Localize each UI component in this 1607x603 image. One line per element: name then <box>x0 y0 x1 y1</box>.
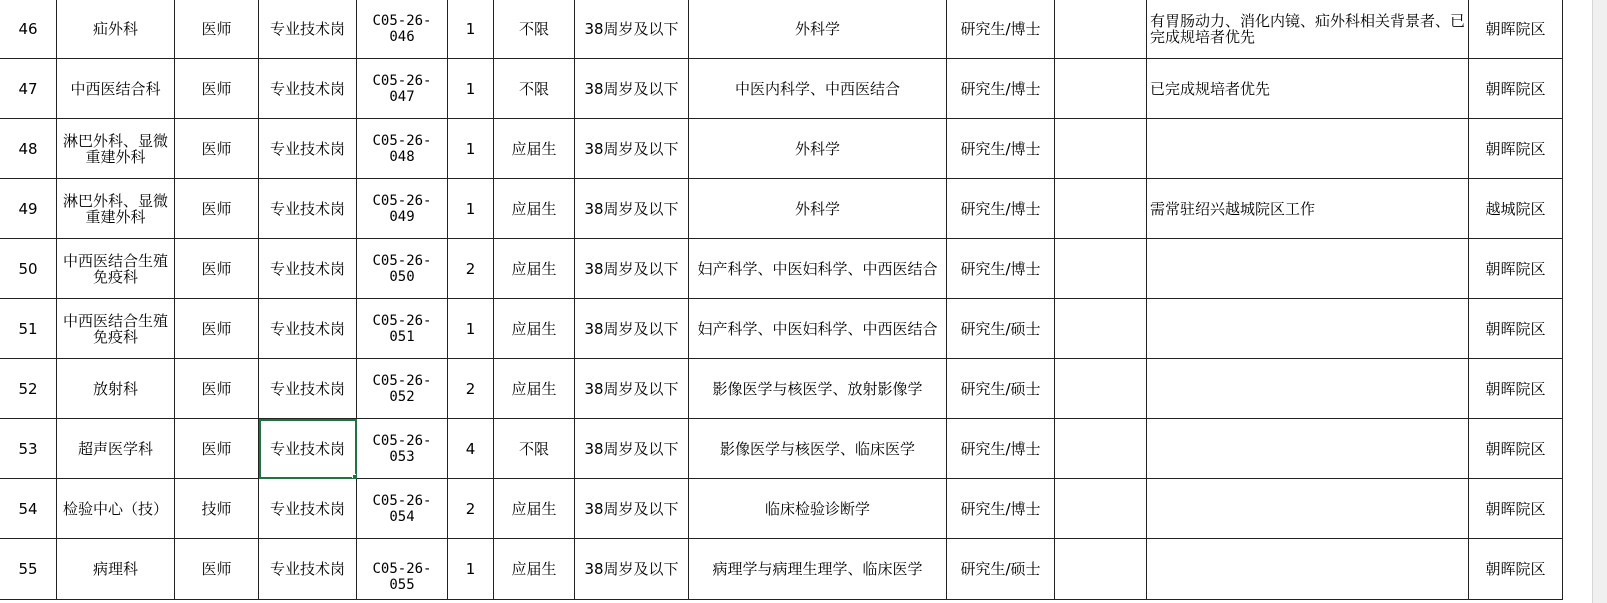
cell-post-code[interactable]: C05-26-049 <box>357 179 448 239</box>
cell-education-degree[interactable]: 研究生/硕士 <box>947 359 1055 419</box>
cell-post-category[interactable]: 专业技术岗 <box>259 239 357 299</box>
cell-education-degree[interactable]: 研究生/博士 <box>947 119 1055 179</box>
cell-age-limit[interactable]: 38周岁及以下 <box>575 179 689 239</box>
cell-headcount[interactable]: 4 <box>448 419 494 479</box>
cell-major[interactable]: 妇产科学、中医妇科学、中西医结合 <box>689 299 947 359</box>
cell-age-limit[interactable]: 38周岁及以下 <box>575 239 689 299</box>
cell-age-limit[interactable]: 38周岁及以下 <box>575 479 689 539</box>
cell-post-code[interactable]: C05-26-047 <box>357 59 448 119</box>
cell-campus[interactable]: 越城院区 <box>1469 179 1563 239</box>
cell-major[interactable]: 外科学 <box>689 179 947 239</box>
cell-candidate-type[interactable]: 应届生 <box>494 239 575 299</box>
cell-major[interactable]: 妇产科学、中医妇科学、中西医结合 <box>689 239 947 299</box>
cell-row-number[interactable]: 47 <box>0 59 57 119</box>
cell-remarks[interactable] <box>1147 479 1469 539</box>
cell-other-requirements[interactable] <box>1055 59 1147 119</box>
table-row <box>0 239 1563 299</box>
cell-department[interactable]: 检验中心（技） <box>57 479 175 539</box>
cell-row-number[interactable]: 55 <box>0 539 57 600</box>
table-row <box>0 479 1563 539</box>
table-row <box>0 119 1563 179</box>
cell-department[interactable]: 中西医结合生殖免疫科 <box>57 299 175 359</box>
cell-candidate-type[interactable]: 应届生 <box>494 119 575 179</box>
cell-post-code[interactable]: C05-26-054 <box>357 479 448 539</box>
cell-age-limit[interactable]: 38周岁及以下 <box>575 539 689 600</box>
cell-post-code[interactable]: C05-26-051 <box>357 299 448 359</box>
vertical-scrollbar[interactable] <box>1592 0 1607 603</box>
cell-post-code[interactable]: C05-26-048 <box>357 119 448 179</box>
cell-major[interactable]: 外科学 <box>689 119 947 179</box>
cell-post-category[interactable]: 专业技术岗 <box>259 119 357 179</box>
cell-candidate-type[interactable]: 应届生 <box>494 359 575 419</box>
cell-education-degree[interactable]: 研究生/博士 <box>947 179 1055 239</box>
cell-education-degree[interactable]: 研究生/硕士 <box>947 299 1055 359</box>
cell-age-limit[interactable]: 38周岁及以下 <box>575 419 689 479</box>
cell-post-category[interactable]: 专业技术岗 <box>259 479 357 539</box>
cell-remarks[interactable] <box>1147 299 1469 359</box>
table-row <box>0 179 1563 239</box>
cell-post-name[interactable]: 医师 <box>175 119 259 179</box>
cell-remarks[interactable] <box>1147 419 1469 479</box>
cell-other-requirements[interactable] <box>1055 419 1147 479</box>
cell-campus[interactable]: 朝晖院区 <box>1469 359 1563 419</box>
cell-remarks[interactable]: 已完成规培者优先 <box>1147 59 1469 119</box>
cell-candidate-type[interactable]: 不限 <box>494 0 575 59</box>
table-row <box>0 59 1563 119</box>
cell-headcount[interactable]: 1 <box>448 119 494 179</box>
cell-other-requirements[interactable] <box>1055 479 1147 539</box>
cell-other-requirements[interactable] <box>1055 299 1147 359</box>
cell-post-name[interactable]: 医师 <box>175 419 259 479</box>
cell-candidate-type[interactable]: 应届生 <box>494 179 575 239</box>
cell-post-category[interactable]: 专业技术岗 <box>259 539 357 600</box>
cell-row-number[interactable]: 51 <box>0 299 57 359</box>
cell-remarks[interactable] <box>1147 119 1469 179</box>
cell-row-number[interactable]: 54 <box>0 479 57 539</box>
cell-row-number[interactable]: 46 <box>0 0 57 59</box>
cell-campus[interactable]: 朝晖院区 <box>1469 299 1563 359</box>
cell-post-category[interactable]: 专业技术岗 <box>259 59 357 119</box>
cell-row-number[interactable]: 50 <box>0 239 57 299</box>
cell-major[interactable]: 临床检验诊断学 <box>689 479 947 539</box>
cell-age-limit[interactable]: 38周岁及以下 <box>575 359 689 419</box>
cell-major[interactable]: 中医内科学、中西医结合 <box>689 59 947 119</box>
cell-row-number[interactable]: 53 <box>0 419 57 479</box>
cell-campus[interactable]: 朝晖院区 <box>1469 119 1563 179</box>
cell-campus[interactable]: 朝晖院区 <box>1469 419 1563 479</box>
cell-post-code[interactable]: C05-26-052 <box>357 359 448 419</box>
cell-post-code[interactable]: C05-26-050 <box>357 239 448 299</box>
cell-age-limit[interactable]: 38周岁及以下 <box>575 59 689 119</box>
cell-department[interactable]: 病理科 <box>57 539 175 600</box>
cell-major[interactable]: 外科学 <box>689 0 947 59</box>
cell-other-requirements[interactable] <box>1055 0 1147 59</box>
cell-post-code[interactable]: C05-26-053 <box>357 419 448 479</box>
cell-age-limit[interactable]: 38周岁及以下 <box>575 119 689 179</box>
cell-post-category[interactable]: 专业技术岗 <box>259 419 357 479</box>
table-row <box>0 359 1563 419</box>
cell-other-requirements[interactable] <box>1055 359 1147 419</box>
cell-post-name[interactable]: 医师 <box>175 359 259 419</box>
cell-candidate-type[interactable]: 应届生 <box>494 479 575 539</box>
cell-education-degree[interactable]: 研究生/博士 <box>947 0 1055 59</box>
cell-row-number[interactable]: 49 <box>0 179 57 239</box>
table-row <box>0 299 1563 359</box>
cell-candidate-type[interactable]: 应届生 <box>494 539 575 600</box>
cell-post-category[interactable]: 专业技术岗 <box>259 0 357 59</box>
cell-department[interactable]: 超声医学科 <box>57 419 175 479</box>
cell-remarks[interactable] <box>1147 359 1469 419</box>
cell-campus[interactable]: 朝晖院区 <box>1469 539 1563 600</box>
cell-campus[interactable]: 朝晖院区 <box>1469 239 1563 299</box>
cell-row-number[interactable]: 52 <box>0 359 57 419</box>
cell-post-name[interactable]: 技师 <box>175 479 259 539</box>
cell-candidate-type[interactable]: 应届生 <box>494 299 575 359</box>
cell-campus[interactable]: 朝晖院区 <box>1469 0 1563 59</box>
cell-remarks[interactable] <box>1147 239 1469 299</box>
cell-remarks[interactable]: 有胃肠动力、消化内镜、疝外科相关背景者、已完成规培者优先 <box>1147 0 1469 59</box>
cell-department[interactable]: 淋巴外科、显微重建外科 <box>57 119 175 179</box>
cell-other-requirements[interactable] <box>1055 239 1147 299</box>
cell-department[interactable]: 放射科 <box>57 359 175 419</box>
cell-row-number[interactable]: 48 <box>0 119 57 179</box>
cell-department[interactable]: 中西医结合科 <box>57 59 175 119</box>
cell-post-name[interactable]: 医师 <box>175 59 259 119</box>
table-row <box>0 419 1563 479</box>
cell-education-degree[interactable]: 研究生/博士 <box>947 419 1055 479</box>
table-row <box>0 0 1563 59</box>
cell-age-limit[interactable]: 38周岁及以下 <box>575 0 689 59</box>
table-row <box>0 539 1563 600</box>
cell-remarks[interactable]: 需常驻绍兴越城院区工作 <box>1147 179 1469 239</box>
cell-education-degree[interactable]: 研究生/硕士 <box>947 539 1055 600</box>
cell-candidate-type[interactable]: 不限 <box>494 59 575 119</box>
cell-education-degree[interactable]: 研究生/博士 <box>947 59 1055 119</box>
cell-major[interactable]: 影像医学与核医学、临床医学 <box>689 419 947 479</box>
cell-campus[interactable]: 朝晖院区 <box>1469 59 1563 119</box>
cell-other-requirements[interactable] <box>1055 179 1147 239</box>
cell-post-name[interactable]: 医师 <box>175 0 259 59</box>
cell-candidate-type[interactable]: 不限 <box>494 419 575 479</box>
cell-department[interactable]: 中西医结合生殖免疫科 <box>57 239 175 299</box>
cell-department[interactable]: 淋巴外科、显微重建外科 <box>57 179 175 239</box>
cell-post-name[interactable]: 医师 <box>175 539 259 600</box>
cell-post-name[interactable]: 医师 <box>175 299 259 359</box>
cell-major[interactable]: 病理学与病理生理学、临床医学 <box>689 539 947 600</box>
cell-headcount[interactable]: 1 <box>448 59 494 119</box>
cell-headcount[interactable]: 1 <box>448 179 494 239</box>
cell-headcount[interactable]: 2 <box>448 239 494 299</box>
cell-post-category[interactable]: 专业技术岗 <box>259 359 357 419</box>
cell-post-code[interactable]: C05-26-046 <box>357 0 448 59</box>
cell-education-degree[interactable]: 研究生/博士 <box>947 479 1055 539</box>
cell-major[interactable]: 影像医学与核医学、放射影像学 <box>689 359 947 419</box>
cell-headcount[interactable]: 2 <box>448 479 494 539</box>
cell-other-requirements[interactable] <box>1055 119 1147 179</box>
cell-post-category[interactable]: 专业技术岗 <box>259 179 357 239</box>
cell-campus[interactable]: 朝晖院区 <box>1469 479 1563 539</box>
cell-post-category[interactable]: 专业技术岗 <box>259 299 357 359</box>
cell-headcount[interactable]: 1 <box>448 0 494 59</box>
cell-department[interactable]: 疝外科 <box>57 0 175 59</box>
cell-post-code[interactable]: C05-26-055 <box>357 539 448 600</box>
cell-education-degree[interactable]: 研究生/博士 <box>947 239 1055 299</box>
fill-handle[interactable] <box>352 474 357 479</box>
cell-post-name[interactable]: 医师 <box>175 239 259 299</box>
cell-headcount[interactable]: 1 <box>448 539 494 600</box>
cell-age-limit[interactable]: 38周岁及以下 <box>575 299 689 359</box>
cell-remarks[interactable] <box>1147 539 1469 600</box>
cell-headcount[interactable]: 2 <box>448 359 494 419</box>
cell-other-requirements[interactable] <box>1055 539 1147 600</box>
cell-post-name[interactable]: 医师 <box>175 179 259 239</box>
cell-headcount[interactable]: 1 <box>448 299 494 359</box>
